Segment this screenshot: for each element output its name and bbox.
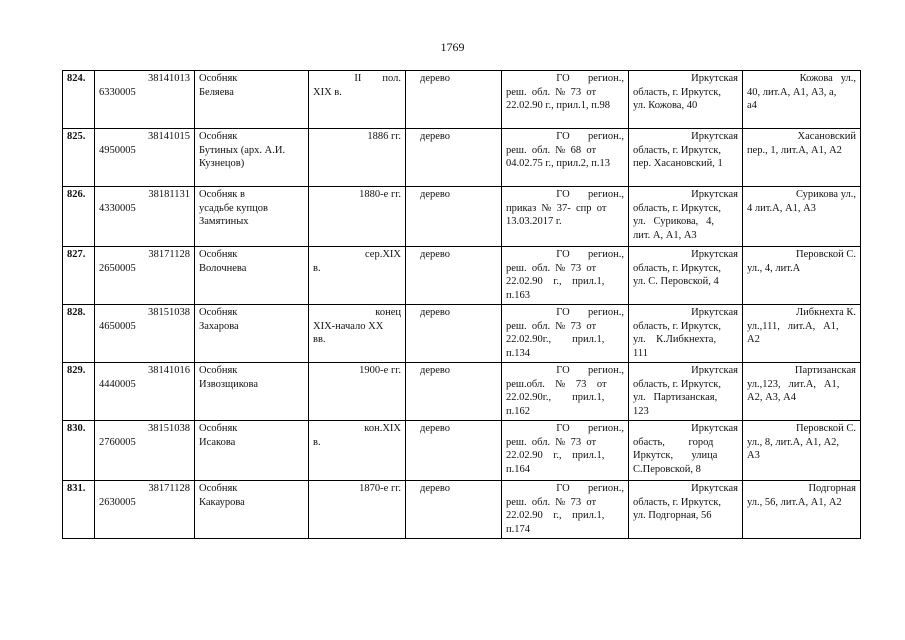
location-cell xyxy=(629,187,743,247)
material-cell xyxy=(406,247,502,305)
object-name: Захарова xyxy=(199,320,239,332)
protection-category: ГО регион., xyxy=(556,483,624,494)
table-row xyxy=(63,187,861,247)
object-name: Волочнева xyxy=(199,262,247,274)
protection-decision-cell xyxy=(502,129,629,187)
object-name-cell xyxy=(195,187,309,247)
object-name-cell xyxy=(195,305,309,363)
street-address-part1: Либкнехта К. xyxy=(796,307,856,318)
object-name: Бутиных (арх. А.И. Кузнецов) xyxy=(199,144,286,169)
registration-number-part1: 38141015 xyxy=(148,131,190,142)
street-address-cell xyxy=(743,247,861,305)
table-row xyxy=(63,363,861,421)
object-name-cell xyxy=(195,481,309,539)
protection-decision-cell xyxy=(502,363,629,421)
registration-number-cell xyxy=(95,71,195,129)
object-type: Особняк xyxy=(199,365,238,376)
street-address-part2: 4 лит.А, А1, А3 xyxy=(747,202,816,214)
street-address-cell xyxy=(743,421,861,481)
registration-number-part2: 2630005 xyxy=(99,496,136,508)
street-address-part2: ул., 4, лит.А xyxy=(747,262,801,274)
protection-category: ГО регион., xyxy=(556,131,624,142)
material: дерево xyxy=(420,189,451,200)
protection-decision-cell xyxy=(502,305,629,363)
dating-cell xyxy=(309,481,406,539)
material-cell xyxy=(406,363,502,421)
protection-decision: приказ № 37- спр от 13.03.2017 г. xyxy=(506,202,607,227)
registration-number-part2: 2760005 xyxy=(99,436,136,448)
protection-decision-cell xyxy=(502,71,629,129)
material-cell xyxy=(406,129,502,187)
registration-number-cell xyxy=(95,129,195,187)
dating-part2: XIX-начало XX вв. xyxy=(313,320,384,345)
dating-cell xyxy=(309,247,406,305)
entry-number-cell xyxy=(63,481,95,539)
street-address-part2: 40, лит.А, А1, А3, а, а4 xyxy=(747,86,837,111)
dating-part2: в. xyxy=(313,262,321,274)
location-address: область, г. Иркутск, ул. Кожова, 40 xyxy=(633,86,722,111)
location-cell xyxy=(629,305,743,363)
material: дерево xyxy=(420,249,451,260)
street-address-part1: Хасановский xyxy=(797,131,856,142)
protection-category: ГО регион., xyxy=(556,189,624,200)
material: дерево xyxy=(420,365,451,376)
object-name-cell xyxy=(195,421,309,481)
registration-number-part2: 4330005 xyxy=(99,202,136,214)
table-row xyxy=(63,247,861,305)
object-name: усадьбе купцов Замятиных xyxy=(199,202,268,227)
material-cell xyxy=(406,187,502,247)
object-type: Особняк в xyxy=(199,189,245,200)
protection-category: ГО регион., xyxy=(556,423,624,434)
object-name-cell xyxy=(195,363,309,421)
protection-decision: реш. обл. № 73 от 22.02.90 г., прил.1, п.163 xyxy=(506,262,605,301)
object-type: Особняк xyxy=(199,483,238,494)
location-cell xyxy=(629,247,743,305)
protection-decision: реш. обл. № 73 от 22.02.90 г., прил.1, п.164 xyxy=(506,436,605,475)
dating-part1: конец xyxy=(375,307,401,318)
registration-number-cell xyxy=(95,305,195,363)
dating-cell xyxy=(309,305,406,363)
location-region: Иркутская xyxy=(691,249,738,260)
registry-body xyxy=(63,71,861,539)
registration-number-part2: 4950005 xyxy=(99,144,136,156)
registration-number-cell xyxy=(95,247,195,305)
location-region: Иркутская xyxy=(691,423,738,434)
dating-cell xyxy=(309,421,406,481)
material: дерево xyxy=(420,131,451,142)
material: дерево xyxy=(420,423,451,434)
dating-cell xyxy=(309,71,406,129)
entry-number: 824. xyxy=(67,73,86,84)
street-address-part2: ул., 56, лит.А, А1, А2 xyxy=(747,496,842,508)
location-region: Иркутская xyxy=(691,131,738,142)
protection-decision-cell xyxy=(502,187,629,247)
entry-number: 825. xyxy=(67,131,86,142)
registration-number-part1: 38151038 xyxy=(148,423,190,434)
dating-part1: 1886 гг. xyxy=(367,131,401,142)
registration-number-part1: 38181131 xyxy=(148,189,190,200)
registration-number-part1: 38151038 xyxy=(148,307,190,318)
registration-number-part1: 38171128 xyxy=(148,249,190,260)
location-region: Иркутская xyxy=(691,73,738,84)
street-address-part2: ул., 8, лит.А, А1, А2, А3 xyxy=(747,436,840,461)
table-row xyxy=(63,481,861,539)
table-row xyxy=(63,71,861,129)
registry-table xyxy=(62,70,861,539)
table-row xyxy=(63,305,861,363)
street-address-cell xyxy=(743,71,861,129)
entry-number-cell xyxy=(63,129,95,187)
dating-part1: кон.XIX xyxy=(364,423,401,434)
location-address: область, г. Иркутск, ул. Партизанская, 123 xyxy=(633,378,722,417)
protection-decision: реш. обл. № 73 от 22.02.90 г., прил.1, п.174 xyxy=(506,496,605,535)
object-type: Особняк xyxy=(199,249,238,260)
registration-number-part1: 38141016 xyxy=(148,365,190,376)
table-row xyxy=(63,129,861,187)
registration-number-cell xyxy=(95,187,195,247)
street-address-part1: Перовской С. xyxy=(796,249,856,260)
location-region: Иркутская xyxy=(691,189,738,200)
protection-decision: реш. обл. № 73 от 22.02.90г., прил.1, п.134 xyxy=(506,320,605,359)
protection-decision-cell xyxy=(502,247,629,305)
street-address-cell xyxy=(743,129,861,187)
protection-category: ГО регион., xyxy=(556,73,624,84)
dating-part1: 1900-е гг. xyxy=(359,365,401,376)
location-region: Иркутская xyxy=(691,483,738,494)
street-address-part1: Подгорная xyxy=(808,483,856,494)
registration-number-part1: 38141013 xyxy=(148,73,190,84)
street-address-part1: Партизанская xyxy=(794,365,856,376)
protection-decision-cell xyxy=(502,421,629,481)
street-address-part1: Кожова ул., xyxy=(799,73,856,84)
entry-number: 830. xyxy=(67,423,86,434)
location-cell xyxy=(629,481,743,539)
protection-decision-cell xyxy=(502,481,629,539)
protection-category: ГО регион., xyxy=(556,365,624,376)
material: дерево xyxy=(420,483,451,494)
dating-part1: 1880-е гг. xyxy=(359,189,401,200)
dating-part1: сер.XIX xyxy=(365,249,401,260)
entry-number: 828. xyxy=(67,307,86,318)
object-type: Особняк xyxy=(199,423,238,434)
material: дерево xyxy=(420,307,451,318)
registration-number-part2: 6330005 xyxy=(99,86,136,98)
street-address-cell xyxy=(743,187,861,247)
dating-part1: II пол. xyxy=(354,73,401,84)
object-name: Какаурова xyxy=(199,496,245,508)
material-cell xyxy=(406,421,502,481)
object-name-cell xyxy=(195,247,309,305)
location-address: область, г. Иркутск, ул. К.Либкнехта, 111 xyxy=(633,320,722,359)
dating-part1: 1870-е гг. xyxy=(359,483,401,494)
dating-cell xyxy=(309,187,406,247)
location-address: область, г. Иркутск, пер. Хасановский, 1 xyxy=(633,144,723,169)
dating-cell xyxy=(309,129,406,187)
protection-category: ГО регион., xyxy=(556,249,624,260)
registration-number-part1: 38171128 xyxy=(148,483,190,494)
location-cell xyxy=(629,421,743,481)
object-name: Извозщикова xyxy=(199,378,259,390)
object-name: Исакова xyxy=(199,436,236,448)
table-row xyxy=(63,421,861,481)
protection-decision: реш. обл. № 68 от 04.02.75 г., прил.2, п.13 xyxy=(506,144,610,169)
entry-number-cell xyxy=(63,247,95,305)
location-region: Иркутская xyxy=(691,307,738,318)
street-address-part2: ул.,111, лит.А, А1, А2 xyxy=(747,320,839,345)
entry-number-cell xyxy=(63,187,95,247)
street-address-cell xyxy=(743,363,861,421)
dating-cell xyxy=(309,363,406,421)
dating-part2: в. xyxy=(313,436,321,448)
protection-category: ГО регион., xyxy=(556,307,624,318)
street-address-cell xyxy=(743,305,861,363)
location-address: обасть, город Иркутск, улица С.Перовской, 8 xyxy=(633,436,718,475)
page-number: 1769 xyxy=(440,40,465,54)
object-name-cell xyxy=(195,129,309,187)
location-address: область, г. Иркутск, ул. Подгорная, 56 xyxy=(633,496,722,521)
location-cell xyxy=(629,363,743,421)
location-cell xyxy=(629,129,743,187)
material-cell xyxy=(406,305,502,363)
entry-number: 829. xyxy=(67,365,86,376)
protection-decision: реш.обл. № 73 от 22.02.90г., прил.1, п.162 xyxy=(506,378,607,417)
entry-number-cell xyxy=(63,305,95,363)
registration-number-part2: 4440005 xyxy=(99,378,136,390)
registration-number-part2: 4650005 xyxy=(99,320,136,332)
street-address-part2: пер., 1, лит.А, А1, А2 xyxy=(747,144,842,156)
material: дерево xyxy=(420,73,451,84)
material-cell xyxy=(406,481,502,539)
object-type: Особняк xyxy=(199,73,238,84)
entry-number-cell xyxy=(63,71,95,129)
dating-part2: XIX в. xyxy=(313,86,342,98)
street-address-part1: Сурикова ул., xyxy=(795,189,856,200)
registration-number-cell xyxy=(95,363,195,421)
location-cell xyxy=(629,71,743,129)
location-address: область, г. Иркутск, ул. Сурикова, 4, лит. А, А1, А3 xyxy=(633,202,722,241)
entry-number: 826. xyxy=(67,189,86,200)
entry-number: 827. xyxy=(67,249,86,260)
object-name-cell xyxy=(195,71,309,129)
street-address-cell xyxy=(743,481,861,539)
registration-number-part2: 2650005 xyxy=(99,262,136,274)
registration-number-cell xyxy=(95,421,195,481)
street-address-part1: Перовской С. xyxy=(796,423,856,434)
entry-number-cell xyxy=(63,421,95,481)
registration-number-cell xyxy=(95,481,195,539)
protection-decision: реш. обл. № 73 от 22.02.90 г., прил.1, п.98 xyxy=(506,86,610,111)
location-address: область, г. Иркутск, ул. С. Перовской, 4 xyxy=(633,262,722,287)
entry-number: 831. xyxy=(67,483,86,494)
object-type: Особняк xyxy=(199,307,238,318)
material-cell xyxy=(406,71,502,129)
street-address-part2: ул.,123, лит.А, А1, А2, А3, А4 xyxy=(747,378,840,403)
object-name: Беляева xyxy=(199,86,234,98)
location-region: Иркутская xyxy=(691,365,738,376)
object-type: Особняк xyxy=(199,131,238,142)
entry-number-cell xyxy=(63,363,95,421)
